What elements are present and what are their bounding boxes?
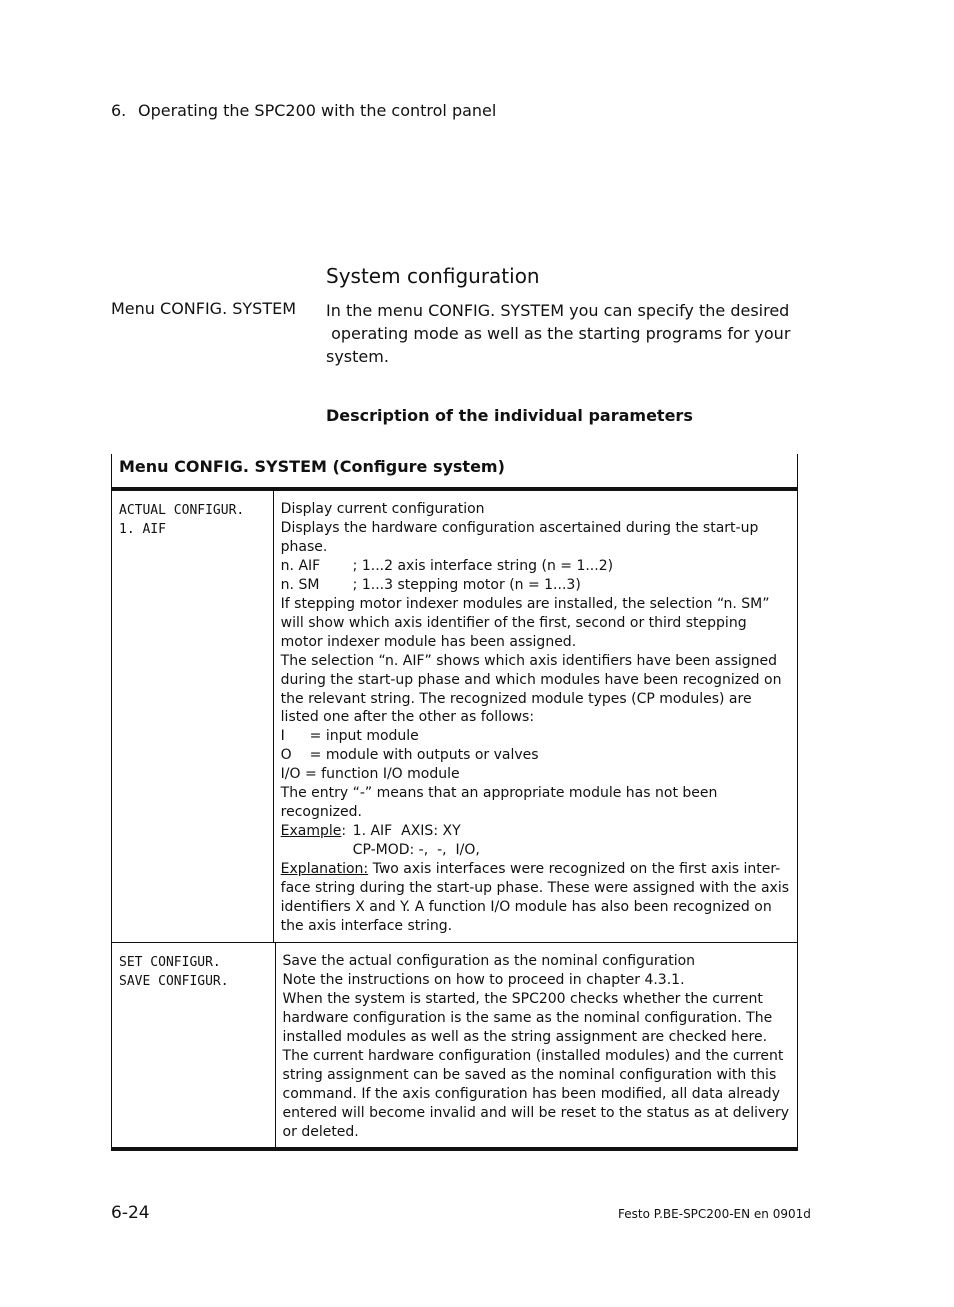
section-title: System configuration [326,264,540,288]
module-input [281,727,789,746]
desc-line: command. If the axis configuration has been modified, all data already [282,1085,780,1102]
table-row [111,491,798,943]
margin-label: Menu CONFIG. SYSTEM [111,299,297,318]
nsm-key: n. SM [280,576,320,593]
description-heading: Description of the individual parameters [326,406,693,425]
parameter-table [111,454,798,1151]
desc-line: The current hardware configuration (installed modules) and the current [282,1047,784,1064]
desc-line: face string during the start-up phase. These were assigned with the axis [280,880,789,897]
example-colon: : [341,823,347,840]
desc-line: entered will become invalid and will be reset to the status as at delivery [282,1104,789,1121]
document-reference: Festo P.BE-SPC200-EN en 0901d [618,1207,811,1221]
page-number: 6-24 [111,1203,150,1223]
table-row [111,943,798,1152]
explanation-text: Two axis interfaces were recognized on the first axis inter- [368,861,781,878]
module-value: = function I/O module [300,766,460,783]
example-value-1: 1. AIF AXIS: XY [352,823,461,840]
module-key: I/O [280,766,301,783]
naif-key: n. AIF [280,557,321,574]
explanation-line [281,860,789,879]
parameter-cell [112,943,276,1148]
description-cell [276,943,797,1148]
parameter-line: 1. AIF [119,522,166,537]
example-label: Example [280,823,342,840]
desc-line: will show which axis identifier of the first, second or third stepping [280,614,747,631]
module-key: I [280,728,285,745]
desc-line: The selection “n. AIF” shows which axis identifiers have been assigned [280,652,778,669]
chapter-title: Operating the SPC200 with the control panel [138,101,497,120]
parameter-cell [112,491,274,942]
intro-line: operating mode as well as the starting programs for your [326,324,791,343]
desc-line: phase. [280,538,328,555]
desc-line: The entry “-” means that an appropriate module has not been [280,785,718,802]
desc-line: Note the instructions on how to proceed in chapter 4.3.1. [282,971,685,988]
module-value: = module with outputs or valves [309,747,539,764]
example-value-2: CP-MOD: -, -, I/O, [352,842,480,859]
nsm-value: ; 1...3 stepping motor (n = 1...3) [352,576,581,593]
desc-line: If stepping motor indexer modules are installed, the selection “n. SM” [280,595,770,612]
desc-line: identifiers X and Y. A function I/O module has also been recognized on [280,899,772,916]
desc-line: string assignment can be saved as the nominal configuration with this [282,1066,777,1083]
desc-line: When the system is started, the SPC200 checks whether the current [282,990,763,1007]
desc-line: motor indexer module has been assigned. [280,633,577,650]
intro-line: In the menu CONFIG. SYSTEM you can specify the desired [326,301,790,320]
description-cell [274,491,797,942]
desc-line-naif [281,557,789,576]
desc-line: installed modules as well as the string assignment are checked here. [282,1028,768,1045]
parameter-line: SET CONFIGUR. [119,954,221,970]
module-io [281,765,789,784]
chapter-header [111,101,496,120]
desc-line: the relevant string. The recognized module types (CP modules) are [280,690,752,707]
parameter-line: ACTUAL CONFIGUR. [119,503,245,518]
desc-line: Display current configuration [280,501,485,517]
desc-line: the axis interface string. [280,917,453,934]
intro-paragraph [326,299,796,368]
explanation-label: Explanation: [280,861,369,878]
example-line [281,841,789,860]
table-title: Menu CONFIG. SYSTEM (Configure system) [111,454,798,491]
desc-line: listed one after the other as follows: [280,709,535,726]
example-line [281,822,789,841]
desc-line: Save the actual configuration as the nominal configuration [282,952,696,969]
intro-line: system. [326,347,389,366]
desc-line: recognized. [280,804,362,821]
desc-line: Displays the hardware configuration ascertained during the start-up [280,519,759,536]
parameter-line: SAVE CONFIGUR. [119,973,229,989]
desc-line-nsm [281,576,789,595]
desc-line: during the start-up phase and which modules have been recognized on [280,671,782,688]
desc-line: or deleted. [282,1123,359,1140]
naif-value: ; 1...2 axis interface string (n = 1...2) [352,557,614,574]
module-key: O [280,747,292,764]
desc-line: hardware configuration is the same as the nominal configuration. The [282,1009,773,1026]
module-value: = input module [309,728,419,745]
module-output [281,746,789,765]
chapter-number: 6. [111,101,127,120]
